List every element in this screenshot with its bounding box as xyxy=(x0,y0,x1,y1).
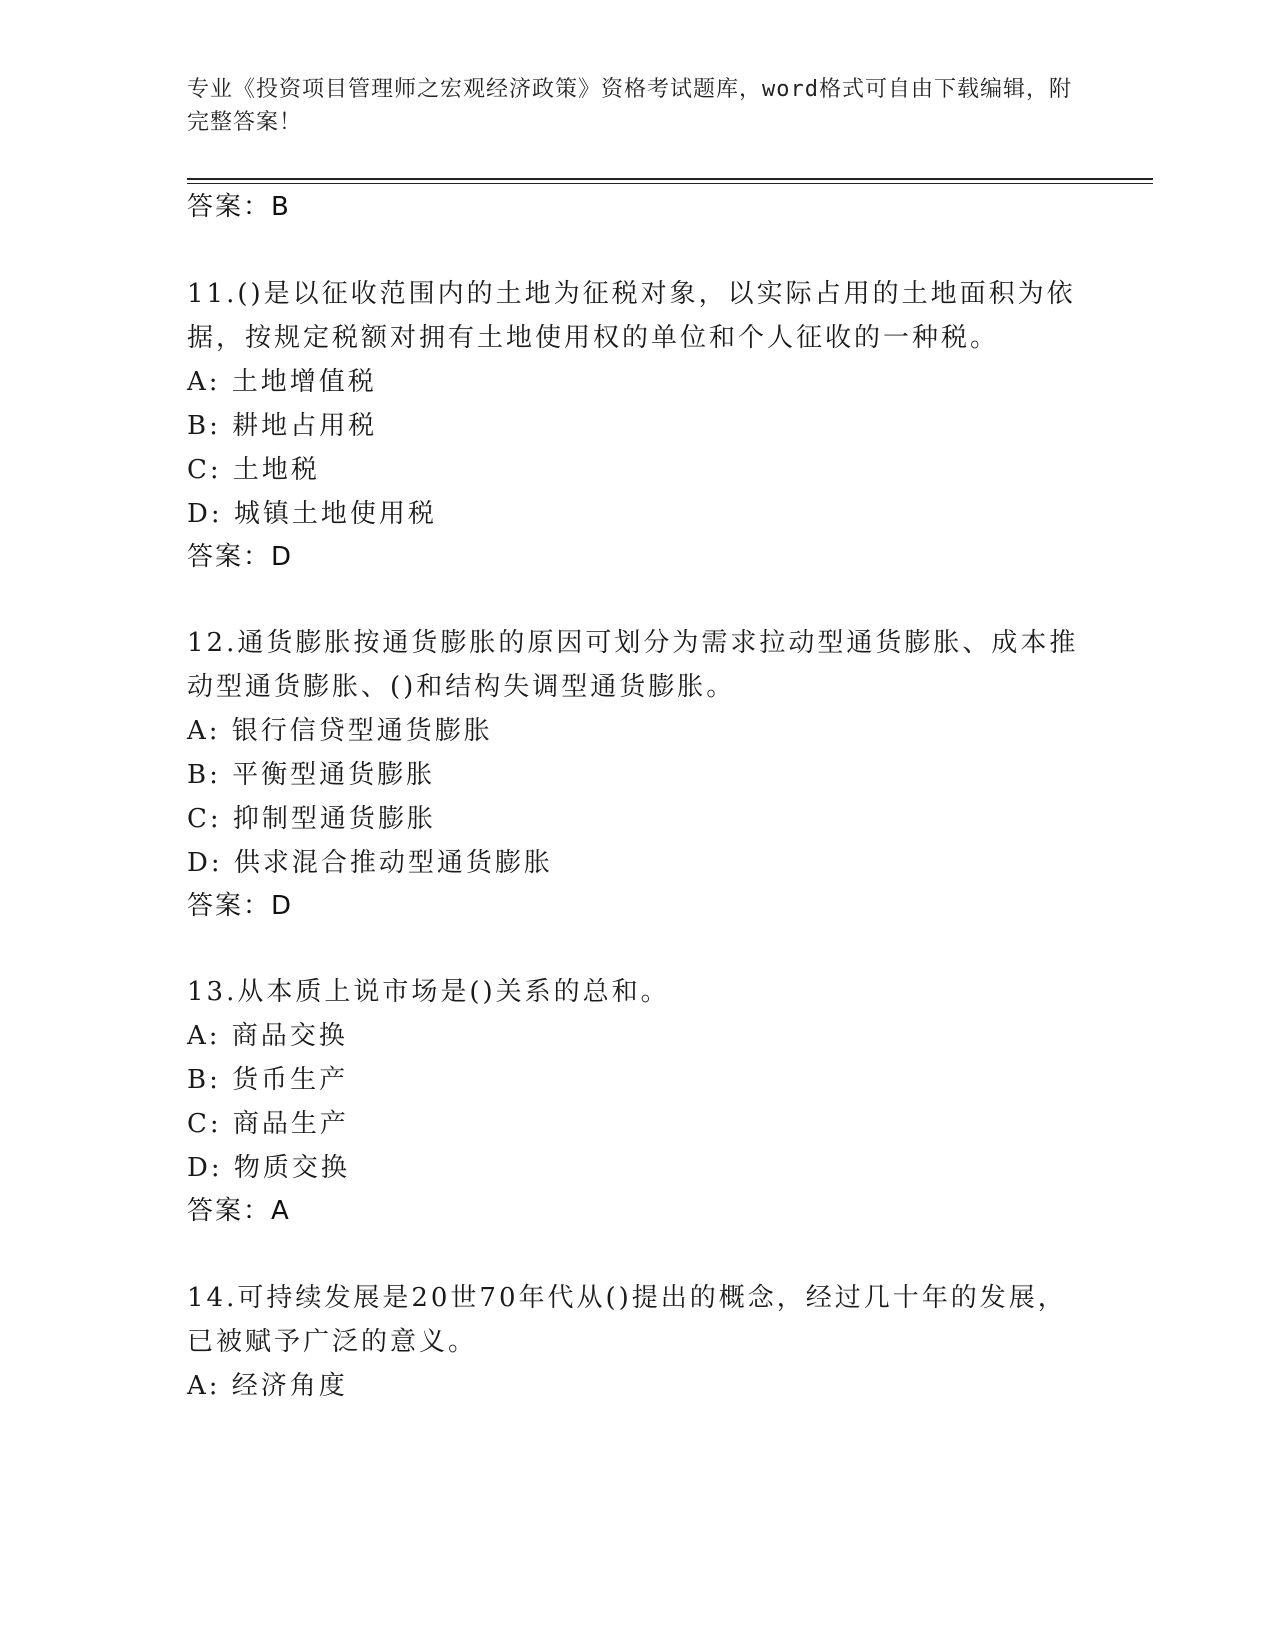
answer-prev: 答案：B xyxy=(187,192,291,222)
question-12-answer: 答案：D xyxy=(187,891,294,921)
question-12-option-c: C: 抑制型通货膨胀 xyxy=(187,804,436,834)
question-13-answer: 答案：A xyxy=(187,1196,291,1226)
header-divider-thick xyxy=(187,178,1153,180)
question-11-option-b: B: 耕地占用税 xyxy=(187,411,378,441)
question-12-stem-line1: 12.通货膨胀按通货膨胀的原因可划分为需求拉动型通货膨胀、成本推 xyxy=(187,628,1079,658)
document-header: 专业《投资项目管理师之宏观经济政策》资格考试题库，word格式可自由下载编辑，附完整答案！ xyxy=(187,77,1072,135)
question-11-option-a: A: 土地增值税 xyxy=(187,367,377,397)
question-12-stem-line2: 动型通货膨胀、()和结构失调型通货膨胀。 xyxy=(187,672,736,702)
question-13-option-c: C: 商品生产 xyxy=(187,1109,349,1139)
question-12-option-d: D: 供求混合推动型通货膨胀 xyxy=(187,848,553,878)
question-14-option-a: A: 经济角度 xyxy=(187,1371,348,1401)
question-13-stem-line1: 13.从本质上说市场是()关系的总和。 xyxy=(187,977,670,1007)
question-11-option-c: C: 土地税 xyxy=(187,455,320,485)
header-divider-thin xyxy=(187,183,1153,184)
question-13-option-d: D: 物质交换 xyxy=(187,1153,350,1183)
question-11-option-d: D: 城镇土地使用税 xyxy=(187,499,437,529)
question-11-answer: 答案：D xyxy=(187,542,294,572)
question-14-stem-line1: 14.可持续发展是20世70年代从()提出的概念，经过几十年的发展， xyxy=(187,1283,1067,1313)
question-11-stem-line2: 据，按规定税额对拥有土地使用权的单位和个人征收的一种税。 xyxy=(187,323,1000,353)
question-13-option-a: A: 商品交换 xyxy=(187,1021,348,1051)
question-11-stem-line1: 11.()是以征收范围内的土地为征税对象，以实际占用的土地面积为依 xyxy=(187,279,1076,309)
question-12-option-a: A: 银行信贷型通货膨胀 xyxy=(187,716,493,746)
question-12-option-b: B: 平衡型通货膨胀 xyxy=(187,760,436,790)
question-14-stem-line2: 已被赋予广泛的意义。 xyxy=(187,1327,478,1357)
question-13-option-b: B: 货币生产 xyxy=(187,1065,349,1095)
